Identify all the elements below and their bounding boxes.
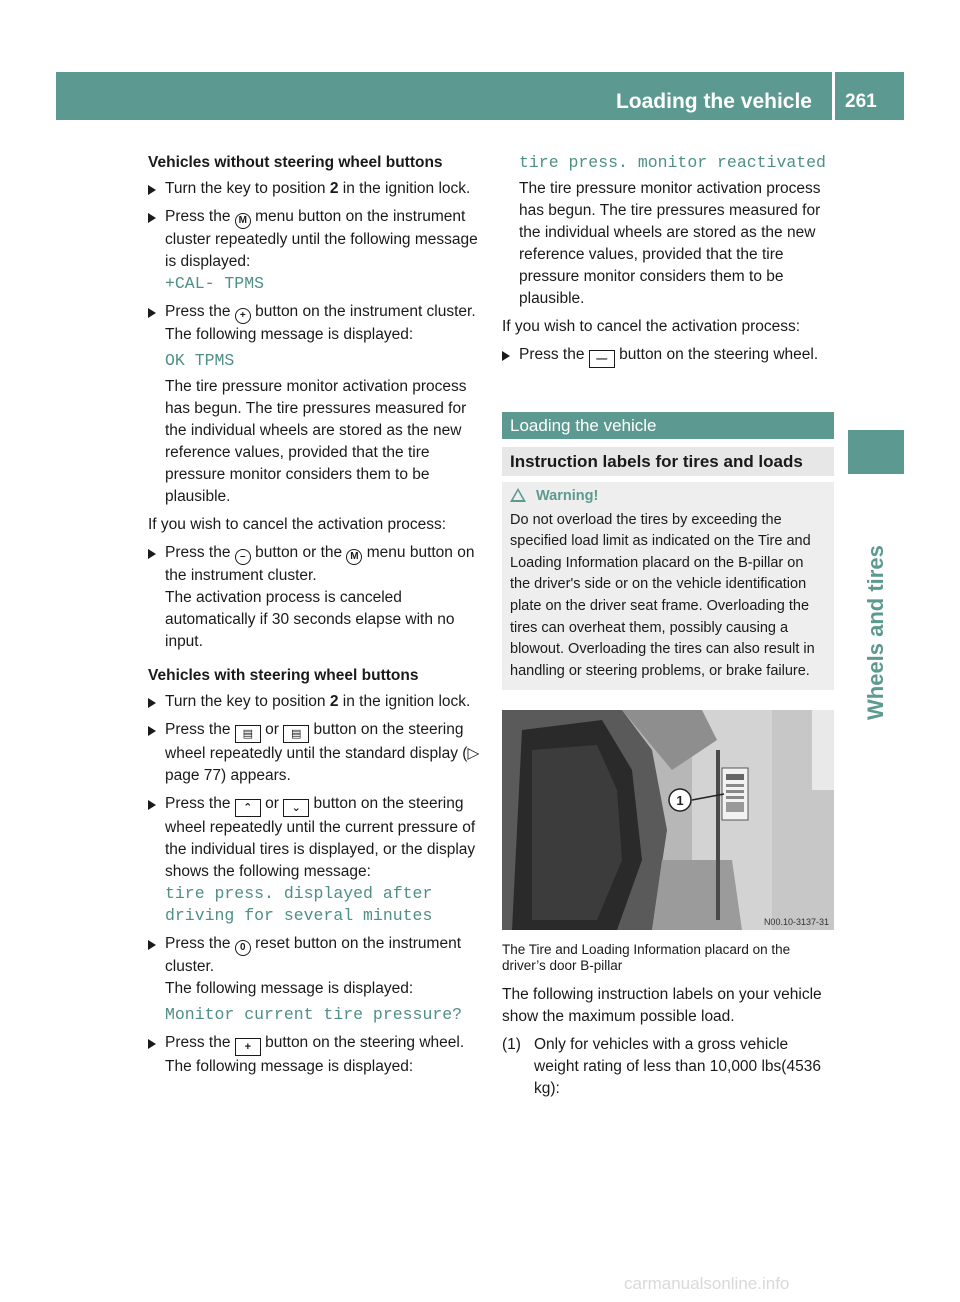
step-arrow-icon — [148, 308, 156, 318]
step-arrow-icon — [148, 1039, 156, 1049]
step-plus-button: Press the + button on the instrument cluster. The following message is displayed: OK TPMS The tire pressure monitor activation process has begun. The tire pressures measured for the individual wheels are stored as the new reference values, provided that the tire pressure monitor considers them to be plausible. — [148, 301, 484, 508]
display-message: +CAL- TPMS — [165, 274, 265, 293]
chapter-tab-marker — [848, 430, 904, 474]
step-cancel-steering: Press the — button on the steering wheel. — [502, 344, 834, 368]
right-column — [502, 152, 834, 1100]
step-arrow-icon — [148, 213, 156, 223]
step-steering-plus: Press the + button on the steering wheel. The following message is displayed: — [148, 1032, 484, 1078]
step-reset-button: Press the 0 reset button on the instrument cluster. The following message is displayed: Monitor current tire pressure? — [148, 933, 484, 1026]
step-arrow-icon — [502, 351, 510, 361]
display-left-button-icon: ▤ — [235, 725, 261, 743]
step-arrow-icon — [148, 800, 156, 810]
section-title-bar: Loading the vehicle — [502, 412, 834, 439]
left-column — [148, 152, 484, 1084]
display-right-button-icon: ▤ — [283, 725, 309, 743]
step-up-down-buttons: Press the ⌃ or ⌄ button on the steering wheel repeatedly until the current pressure of the individual tires is displayed, or the display shows the following message: tire press. displayed after driving for several minutes — [148, 793, 484, 927]
warning-box — [502, 482, 834, 690]
photo-callout-number: 1 — [676, 793, 684, 809]
photo-caption: The Tire and Loading Information placard on the driver’s door B-pillar — [502, 942, 791, 974]
warning-triangle-icon — [510, 488, 526, 502]
step-cancel: Press the – button or the M menu button on the instrument cluster. The activation process is canceled automatically if 30 seconds elapse with no input. — [148, 542, 484, 653]
list-item: (1) Only for vehicles with a gross vehicle weight rating of less than 10,000 lbs(4536 kg): — [502, 1036, 821, 1098]
reactivated-block — [502, 152, 834, 310]
b-pillar-photo — [502, 710, 834, 930]
step-turn-key: Turn the key to position 2 in the ignition lock. — [148, 178, 484, 200]
photo-reference-code: N00.10-3137-31 — [763, 917, 829, 928]
chapter-side-label: Wheels and tires — [863, 545, 888, 720]
labels-intro: The following instruction labels on your vehicle show the maximum possible load. — [502, 986, 822, 1026]
display-message: tire press. displayed after — [165, 884, 433, 903]
menu-button-icon: M — [235, 213, 251, 229]
cancel-intro: If you wish to cancel the activation process: — [148, 516, 447, 533]
cancel-intro: If you wish to cancel the activation process: — [502, 318, 801, 335]
step-turn-key-2: Turn the key to position 2 in the ignition lock. — [148, 691, 484, 713]
step-arrow-icon — [148, 726, 156, 736]
step-menu-button: Press the M menu button on the instrument cluster repeatedly until the following message is displayed: +CAL- TPMS — [148, 206, 484, 295]
page-number: 261 — [845, 91, 877, 112]
heading-without-buttons: Vehicles without steering wheel buttons — [148, 154, 443, 171]
reset-button-icon: 0 — [235, 940, 251, 956]
b-pillar-illustration — [502, 710, 834, 930]
warning-title: Warning! — [536, 488, 599, 504]
page-reference-icon: ▷ — [467, 745, 480, 762]
step-display-buttons: Press the ▤ or ▤ button on the steering wheel repeatedly until the standard display (▷ page 77) appears. — [148, 719, 484, 787]
watermark-footer: carmanualsonline.info — [624, 1274, 790, 1293]
down-button-icon: ⌄ — [283, 799, 309, 817]
subsection-title-bar: Instruction labels for tires and loads — [502, 447, 834, 476]
display-message: Monitor current tire pressure? — [165, 1005, 463, 1024]
header-title: Loading the vehicle — [615, 90, 812, 113]
minus-button-icon: – — [235, 549, 251, 565]
step-arrow-icon — [148, 940, 156, 950]
up-button-icon: ⌃ — [235, 799, 261, 817]
page-header — [56, 72, 904, 120]
plus-button-icon: + — [235, 308, 251, 324]
step-arrow-icon — [148, 185, 156, 195]
heading-with-buttons: Vehicles with steering wheel buttons — [148, 667, 419, 684]
step-arrow-icon — [148, 549, 156, 559]
plus-button-icon: + — [235, 1038, 261, 1056]
reactivated-text: The tire pressure monitor activation process has begun. The tire pressures measured for the individual wheels are stored as the new reference values, provided that the tire pressure monitor considers them to be plausible. — [519, 180, 821, 307]
display-message: tire press. monitor reactivated — [519, 153, 826, 172]
back-button-icon: — — [589, 350, 615, 368]
display-message: OK TPMS — [165, 351, 235, 370]
warning-text: Do not overload the tires by exceeding the specified load limit as indicated on the Tire and Loading Information placard on the B-pillar on the driver's side or on the vehicle identification plate on the driver seat frame. Overloading the tires can overheat them, possibly causing a blowout. Overloading the tires can also result in handling or steering problems, or brake failure. — [510, 511, 815, 679]
menu-button-icon: M — [346, 549, 362, 565]
display-message: driving for several minutes — [165, 906, 433, 925]
step-arrow-icon — [148, 698, 156, 708]
